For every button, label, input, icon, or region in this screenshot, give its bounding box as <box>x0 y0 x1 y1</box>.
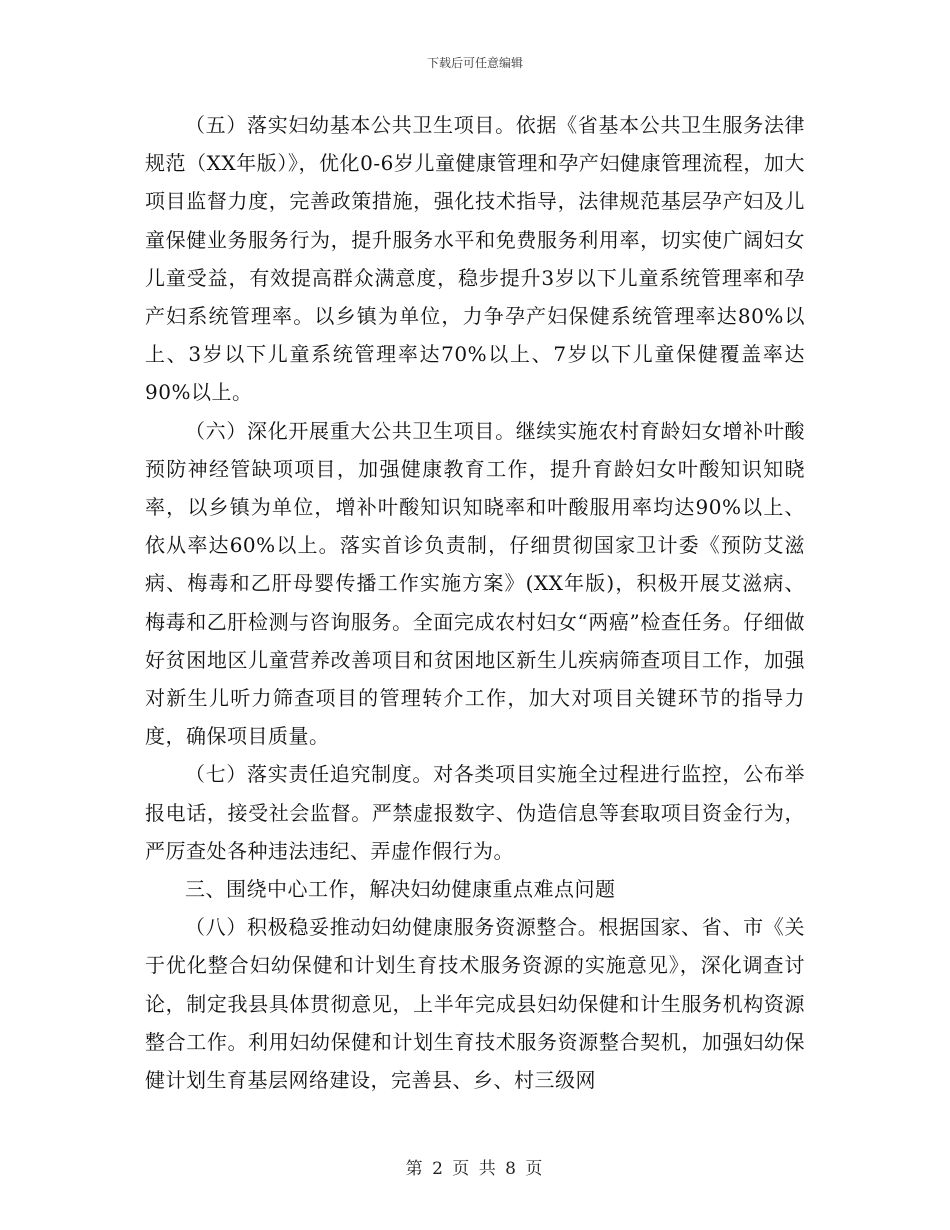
page-number-footer: 第 2 页 共 8 页 <box>405 1159 545 1179</box>
paragraph-7: （七）落实责任追究制度。对各类项目实施全过程进行监控，公布举报电话，接受社会监督。严禁虚报数字、伪造信息等套取项目资金行为，严厉查处各种违法违纪、弄虚作假行为。 <box>145 762 805 863</box>
paragraph-6: （六）深化开展重大公共卫生项目。继续实施农村育龄妇女增补叶酸预防神经管缺项项目，加强健康教育工作，提升育龄妇女叶酸知识知晓率，以乡镇为单位，增补叶酸知识知晓率和叶酸服用率均达90%以上、依从率达60%以上。落实首诊负责制，仔细贯彻国家卫计委《预防艾滋病、梅毒和乙肝母婴传播工作实施方案》(XX年版)，积极开展艾滋病、梅毒和乙肝检测与咨询服务。全面完成农村妇女“两癌”检查任务。仔细做好贫困地区儿童营养改善项目和贫困地区新生儿疾病筛查项目工作，加强对新生儿听力筛查项目的管理转介工作，加大对项目关键环节的指导力度，确保项目质量。 <box>145 418 805 749</box>
paragraph-8: （八）积极稳妥推动妇幼健康服务资源整合。根据国家、省、市《关于优化整合妇幼保健和计划生育技术服务资源的实施意见》，深化调查讨论，制定我县具体贯彻意见，上半年完成县妇幼保健和计生服务机构资源整合工作。利用妇幼保健和计划生育技术服务资源整合契机，加强妇幼保健计划生育基层网络建设，完善县、乡、村三级网 <box>145 915 805 1093</box>
section-heading-3: 三、围绕中心工作，解决妇幼健康重点难点问题 <box>185 877 616 902</box>
document-body <box>145 106 805 1099</box>
paragraph-5: （五）落实妇幼基本公共卫生项目。依据《省基本公共卫生服务法律规范（XX年版）》，优化0-6岁儿童健康管理和孕产妇健康管理流程，加大项目监督力度，完善政策措施，强化技术指导，法律规范基层孕产妇及儿童保健业务服务行为，提升服务水平和免费服务利用率，切实使广阔妇女儿童受益，有效提高群众满意度，稳步提升3岁以下儿童系统管理率和孕产妇系统管理率。以乡镇为单位，力争孕产妇保健系统管理率达80%以上、3岁以下儿童系统管理率达70%以上、7岁以下儿童保健覆盖率达90%以上。 <box>145 113 805 405</box>
header-note: 下载后可任意编辑 <box>426 56 523 70</box>
